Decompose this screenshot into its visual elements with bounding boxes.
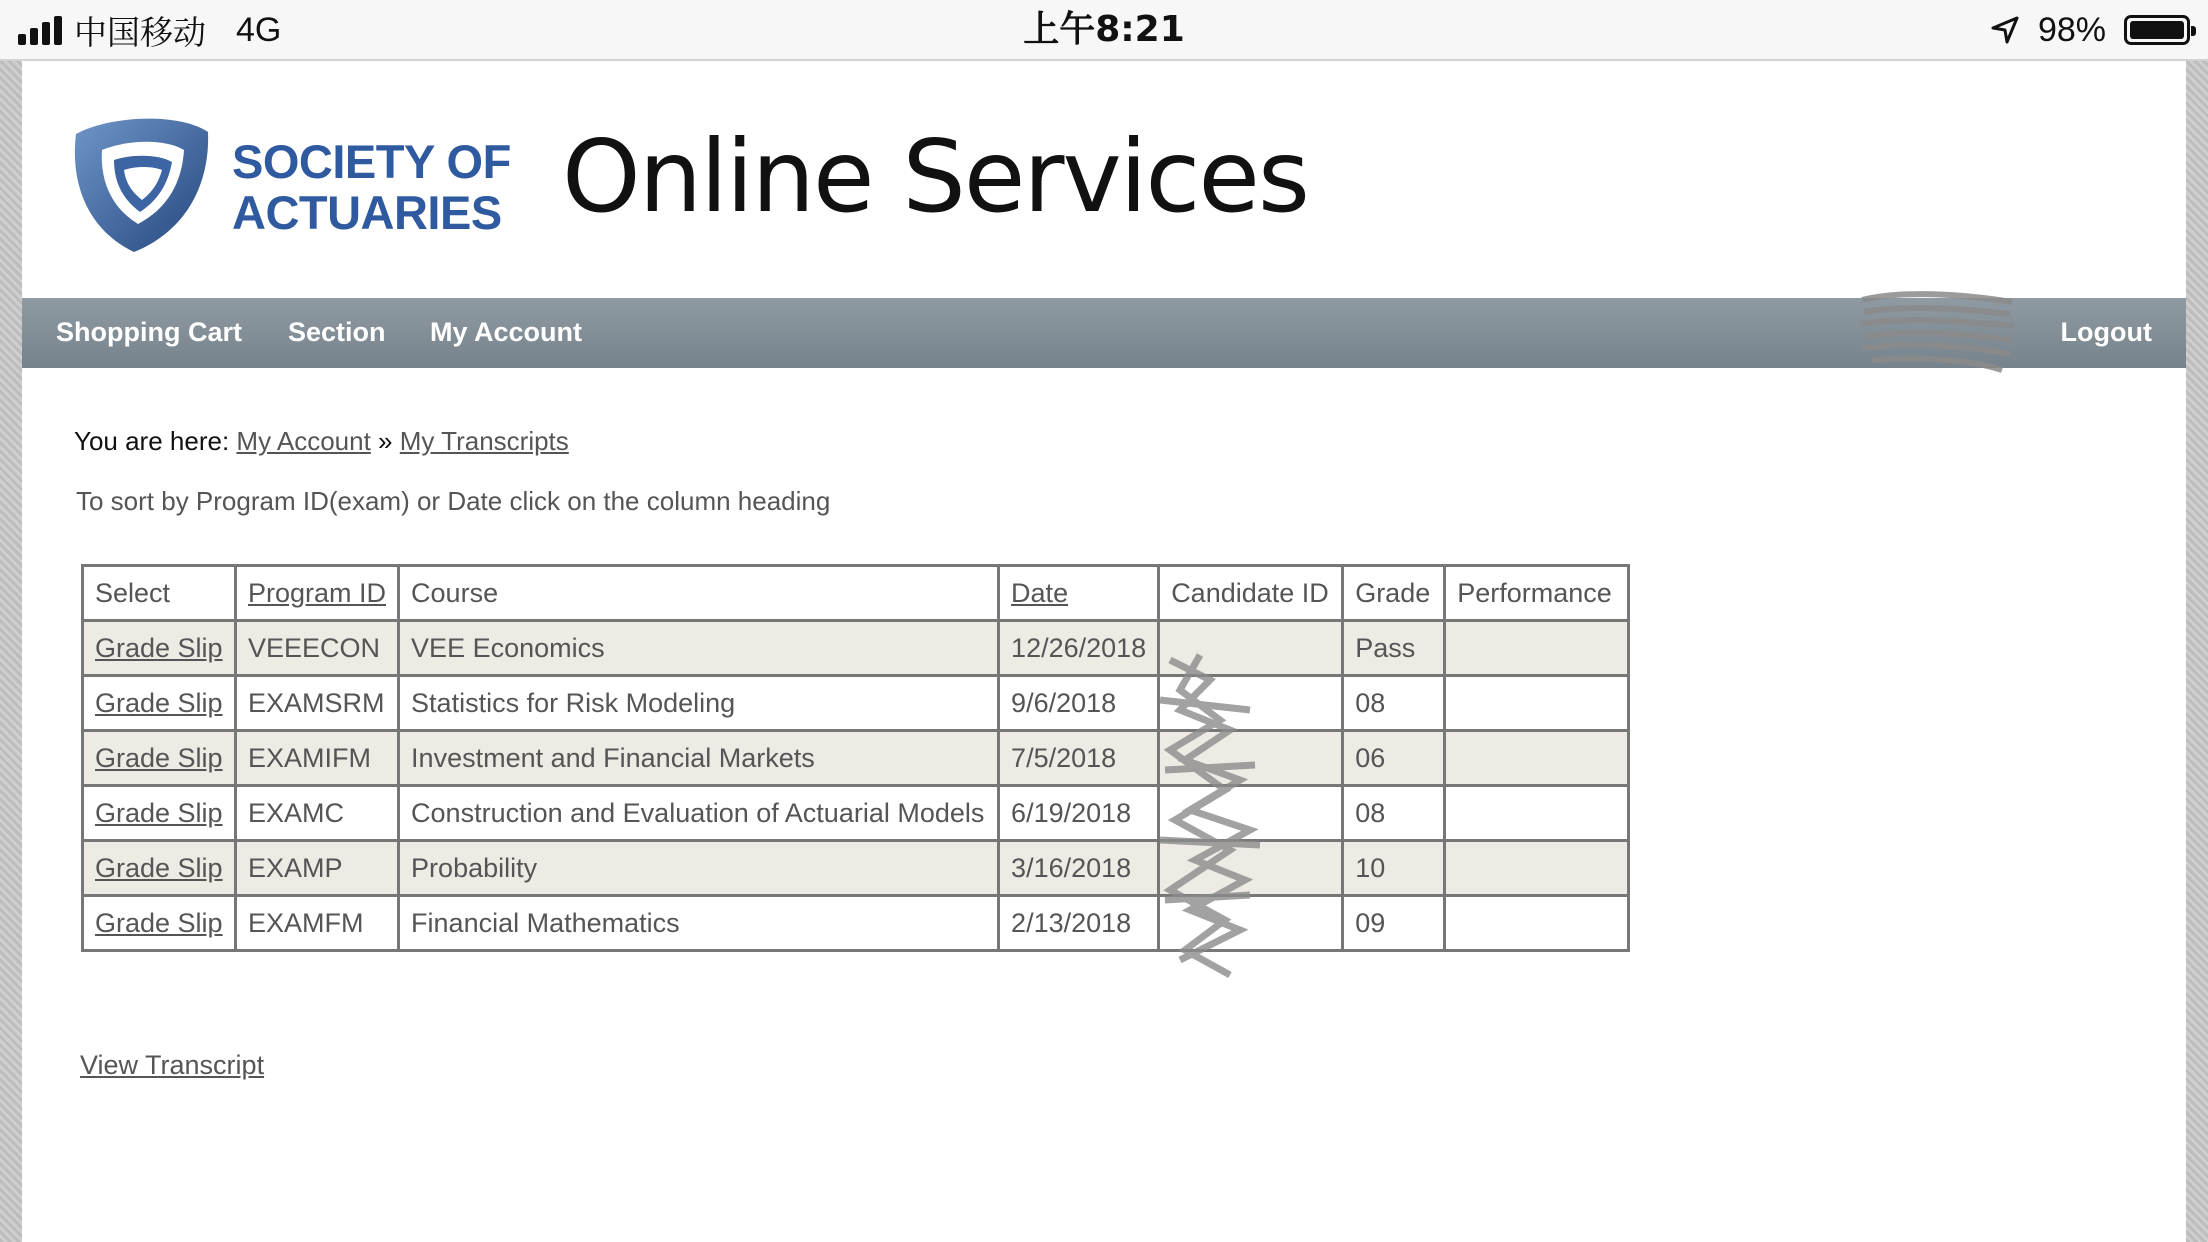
grade-cell: 10 [1343,841,1445,896]
course-cell: Statistics for Risk Modeling [399,676,999,731]
transcripts-table [81,564,1630,952]
status-bar-right [1990,7,2190,53]
table-row [83,676,1629,731]
soa-shield-logo-icon[interactable] [68,112,214,254]
breadcrumb-link-my-account[interactable]: My Account [236,426,371,456]
grade-slip-link[interactable]: Grade Slip [95,852,223,883]
grade-cell: Pass [1343,621,1445,676]
header-program-id [236,566,399,621]
select-cell [83,676,236,731]
performance-cell [1445,841,1629,896]
date-cell: 12/26/2018 [999,621,1159,676]
redaction-scribble-candidate-id [1140,650,1280,980]
network-type: 4G [236,10,282,49]
grade-slip-link[interactable]: Grade Slip [95,742,223,773]
redaction-scribble-username [1852,280,2022,380]
date-cell: 9/6/2018 [999,676,1159,731]
carrier-name: 中国移动 [74,12,206,52]
course-cell: Probability [399,841,999,896]
header-grade: Grade [1343,566,1445,621]
grade-slip-link[interactable]: Grade Slip [95,797,223,828]
table-row [83,841,1629,896]
logo-line-1: SOCIETY OF [232,135,511,188]
program-id-cell: EXAMSRM [236,676,399,731]
header-performance: Performance [1445,566,1629,621]
grade-cell: 09 [1343,896,1445,951]
location-arrow-icon [1990,15,2020,45]
course-cell: Construction and Evaluation of Actuarial Models [399,786,999,841]
select-cell [83,841,236,896]
breadcrumb-link-my-transcripts[interactable]: My Transcripts [399,426,569,456]
select-cell [83,621,236,676]
left-page-gutter [0,61,22,1242]
date-cell: 3/16/2018 [999,841,1159,896]
sort-instructions: To sort by Program ID(exam) or Date click on the column heading [76,486,831,516]
battery-percent: 98% [2037,10,2106,49]
nav-section[interactable]: Section [288,317,386,347]
program-id-cell: EXAMP [236,841,399,896]
sort-date-link[interactable]: Date [1011,577,1069,608]
grade-slip-link[interactable]: Grade Slip [95,632,223,663]
course-cell: Investment and Financial Markets [399,731,999,786]
header-course: Course [399,566,999,621]
grade-cell: 08 [1343,786,1445,841]
performance-cell [1445,676,1629,731]
select-cell [83,786,236,841]
table-row [83,786,1629,841]
logo-line-2: ACTUARIES [232,186,502,239]
header-candidate-id: Candidate ID [1159,566,1343,621]
date-cell: 2/13/2018 [999,896,1159,951]
breadcrumb-separator: » [378,426,393,456]
breadcrumb [74,426,569,457]
status-bar [0,0,2208,61]
nav-my-account[interactable]: My Account [430,317,583,347]
table-header-row [83,566,1629,621]
select-cell [83,896,236,951]
header-date [999,566,1159,621]
sort-program-id-link[interactable]: Program ID [248,577,387,608]
program-id-cell: EXAMIFM [236,731,399,786]
course-cell: VEE Economics [399,621,999,676]
site-title: Online Services [562,118,1309,235]
table-row [83,731,1629,786]
date-cell: 7/5/2018 [999,731,1159,786]
breadcrumb-prefix: You are here: [74,426,230,456]
program-id-cell: EXAMFM [236,896,399,951]
status-time: 上午8:21 [1023,9,1185,50]
performance-cell [1445,786,1629,841]
performance-cell [1445,896,1629,951]
program-id-cell: VEEECON [236,621,399,676]
grade-slip-link[interactable]: Grade Slip [95,687,223,718]
select-cell [83,731,236,786]
grade-cell: 06 [1343,731,1445,786]
performance-cell [1445,731,1629,786]
performance-cell [1445,621,1629,676]
table-row [83,896,1629,951]
course-cell: Financial Mathematics [399,896,999,951]
view-transcript-link[interactable]: View Transcript [80,1050,265,1080]
battery-icon [2124,15,2190,45]
soa-logo-wordmark[interactable] [232,136,511,238]
grade-cell: 08 [1343,676,1445,731]
nav-shopping-cart[interactable]: Shopping Cart [56,317,242,347]
right-page-gutter [2186,61,2208,1242]
nav-logout[interactable]: Logout [2060,317,2152,347]
header-select: Select [83,566,236,621]
table-row [83,621,1629,676]
grade-slip-link[interactable]: Grade Slip [95,907,223,938]
date-cell: 6/19/2018 [999,786,1159,841]
program-id-cell: EXAMC [236,786,399,841]
